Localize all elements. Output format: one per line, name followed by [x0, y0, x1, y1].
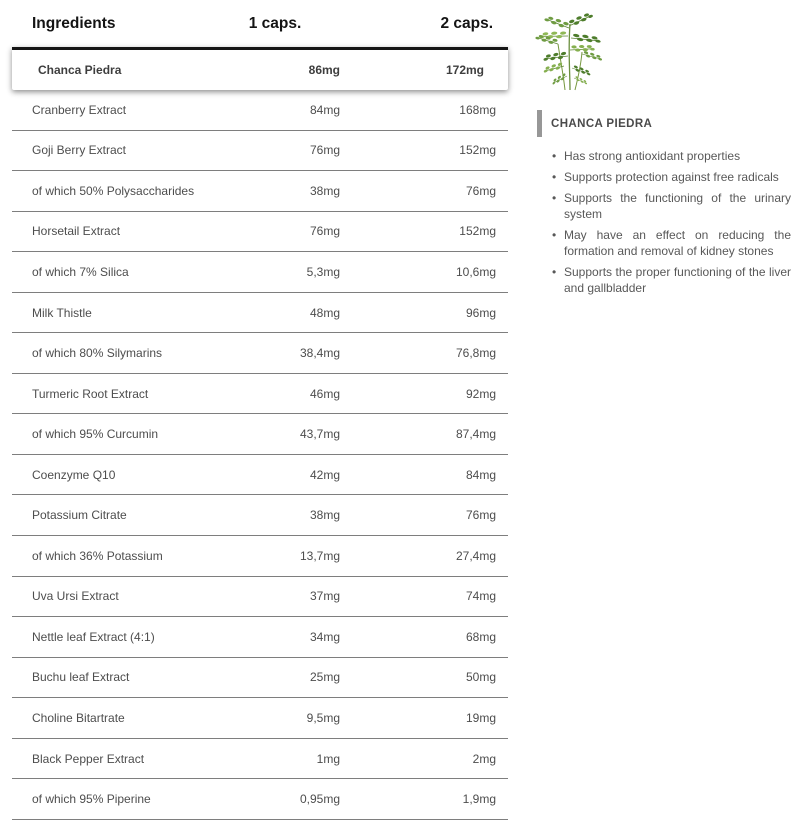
table-row	[12, 414, 508, 455]
amount-1-caps: 43,7mg	[299, 427, 340, 442]
header-1-caps: 1 caps.	[248, 14, 302, 32]
chanca-piedra-info-panel	[537, 110, 795, 301]
amount-1-caps: 48mg	[309, 305, 340, 320]
amount-1-caps: 76mg	[309, 143, 340, 158]
amount-2-caps: 2mg	[472, 751, 496, 766]
amount-1-caps: 1mg	[316, 751, 340, 766]
table-row	[12, 739, 508, 780]
amount-1-caps: 86mg	[308, 63, 340, 77]
table-row	[12, 374, 508, 415]
amount-1-caps: 46mg	[309, 386, 340, 401]
benefit-item: • May have an effect on reducing the formation and removal of kidney stones	[551, 227, 791, 259]
table-row	[12, 536, 508, 577]
ingredient-name: of which 80% Silymarins	[32, 346, 163, 361]
table-row	[12, 698, 508, 739]
amount-1-caps: 84mg	[309, 102, 340, 117]
amount-2-caps: 10,6mg	[455, 264, 496, 279]
ingredient-name: of which 36% Potassium	[32, 548, 163, 563]
table-row	[12, 617, 508, 658]
amount-2-caps: 84mg	[465, 467, 496, 482]
ingredient-name: of which 95% Piperine	[32, 792, 151, 807]
benefit-item: • Supports the proper functioning of the liver and gallbladder	[551, 264, 791, 296]
amount-1-caps: 9,5mg	[306, 710, 340, 725]
amount-2-caps: 50mg	[465, 670, 496, 685]
amount-2-caps: 92mg	[465, 386, 496, 401]
ingredient-name: Potassium Citrate	[32, 508, 127, 523]
amount-2-caps: 74mg	[465, 589, 496, 604]
table-body	[12, 90, 508, 820]
table-row	[12, 171, 508, 212]
table-row	[12, 495, 508, 536]
table-row	[12, 577, 508, 618]
amount-1-caps: 38mg	[309, 183, 340, 198]
amount-1-caps: 76mg	[309, 224, 340, 239]
amount-1-caps: 13,7mg	[299, 548, 340, 563]
table-row	[12, 333, 508, 374]
ingredient-name: of which 50% Polysaccharides	[32, 183, 195, 198]
amount-1-caps: 0,95mg	[299, 792, 340, 807]
table-row	[12, 131, 508, 172]
panel-title: CHANCA PIEDRA	[551, 117, 653, 130]
ingredient-name: Choline Bitartrate	[32, 710, 125, 725]
ingredient-name: Goji Berry Extract	[32, 143, 127, 158]
amount-1-caps: 5,3mg	[306, 264, 340, 279]
amount-1-caps: 37mg	[309, 589, 340, 604]
amount-2-caps: 68mg	[465, 629, 496, 644]
amount-2-caps: 76mg	[465, 183, 496, 198]
amount-2-caps: 152mg	[459, 143, 496, 158]
table-header-row	[12, 0, 508, 47]
amount-1-caps: 42mg	[309, 467, 340, 482]
table-row	[12, 90, 508, 131]
table-row	[12, 252, 508, 293]
amount-1-caps: 38mg	[309, 508, 340, 523]
table-row	[12, 293, 508, 334]
ingredients-table	[12, 0, 508, 820]
plant-image	[534, 12, 606, 92]
ingredient-name: Cranberry Extract	[32, 102, 127, 117]
ingredient-name: Horsetail Extract	[32, 224, 121, 239]
benefit-item: • Supports protection against free radicals	[551, 169, 791, 185]
amount-2-caps: 76mg	[465, 508, 496, 523]
highlighted-row-chanca-piedra	[12, 47, 508, 90]
header-2-caps: 2 caps.	[440, 14, 493, 32]
amount-2-caps: 87,4mg	[455, 427, 496, 442]
amount-2-caps: 168mg	[459, 102, 496, 117]
amount-1-caps: 25mg	[309, 670, 340, 685]
amount-1-caps: 38,4mg	[299, 346, 340, 361]
amount-2-caps: 1,9mg	[462, 792, 496, 807]
benefits-list	[551, 148, 791, 296]
table-row	[12, 455, 508, 496]
benefit-item: • Has strong antioxidant properties	[551, 148, 791, 164]
panel-header	[537, 110, 795, 137]
amount-2-caps: 27,4mg	[455, 548, 496, 563]
amount-1-caps: 34mg	[309, 629, 340, 644]
header-ingredients: Ingredients	[32, 14, 116, 32]
table-row	[12, 779, 508, 820]
ingredient-name: Buchu leaf Extract	[32, 670, 130, 685]
ingredient-name: Coenzyme Q10	[32, 467, 116, 482]
ingredient-name: of which 95% Curcumin	[32, 427, 159, 442]
ingredient-name: Uva Ursi Extract	[32, 589, 119, 604]
benefit-item: • Supports the functioning of the urinary system	[551, 190, 791, 222]
ingredient-name: of which 7% Silica	[32, 264, 129, 279]
ingredient-name: Chanca Piedra	[38, 63, 122, 77]
amount-2-caps: 96mg	[465, 305, 496, 320]
ingredient-name: Black Pepper Extract	[32, 751, 145, 766]
amount-2-caps: 19mg	[465, 710, 496, 725]
table-row	[12, 658, 508, 699]
ingredient-name: Nettle leaf Extract (4:1)	[32, 629, 155, 644]
amount-2-caps: 76,8mg	[455, 346, 496, 361]
amount-2-caps: 152mg	[459, 224, 496, 239]
table-row	[12, 212, 508, 253]
amount-2-caps: 172mg	[445, 63, 484, 77]
accent-bar	[537, 110, 542, 137]
ingredient-name: Turmeric Root Extract	[32, 386, 149, 401]
ingredient-name: Milk Thistle	[32, 305, 92, 320]
